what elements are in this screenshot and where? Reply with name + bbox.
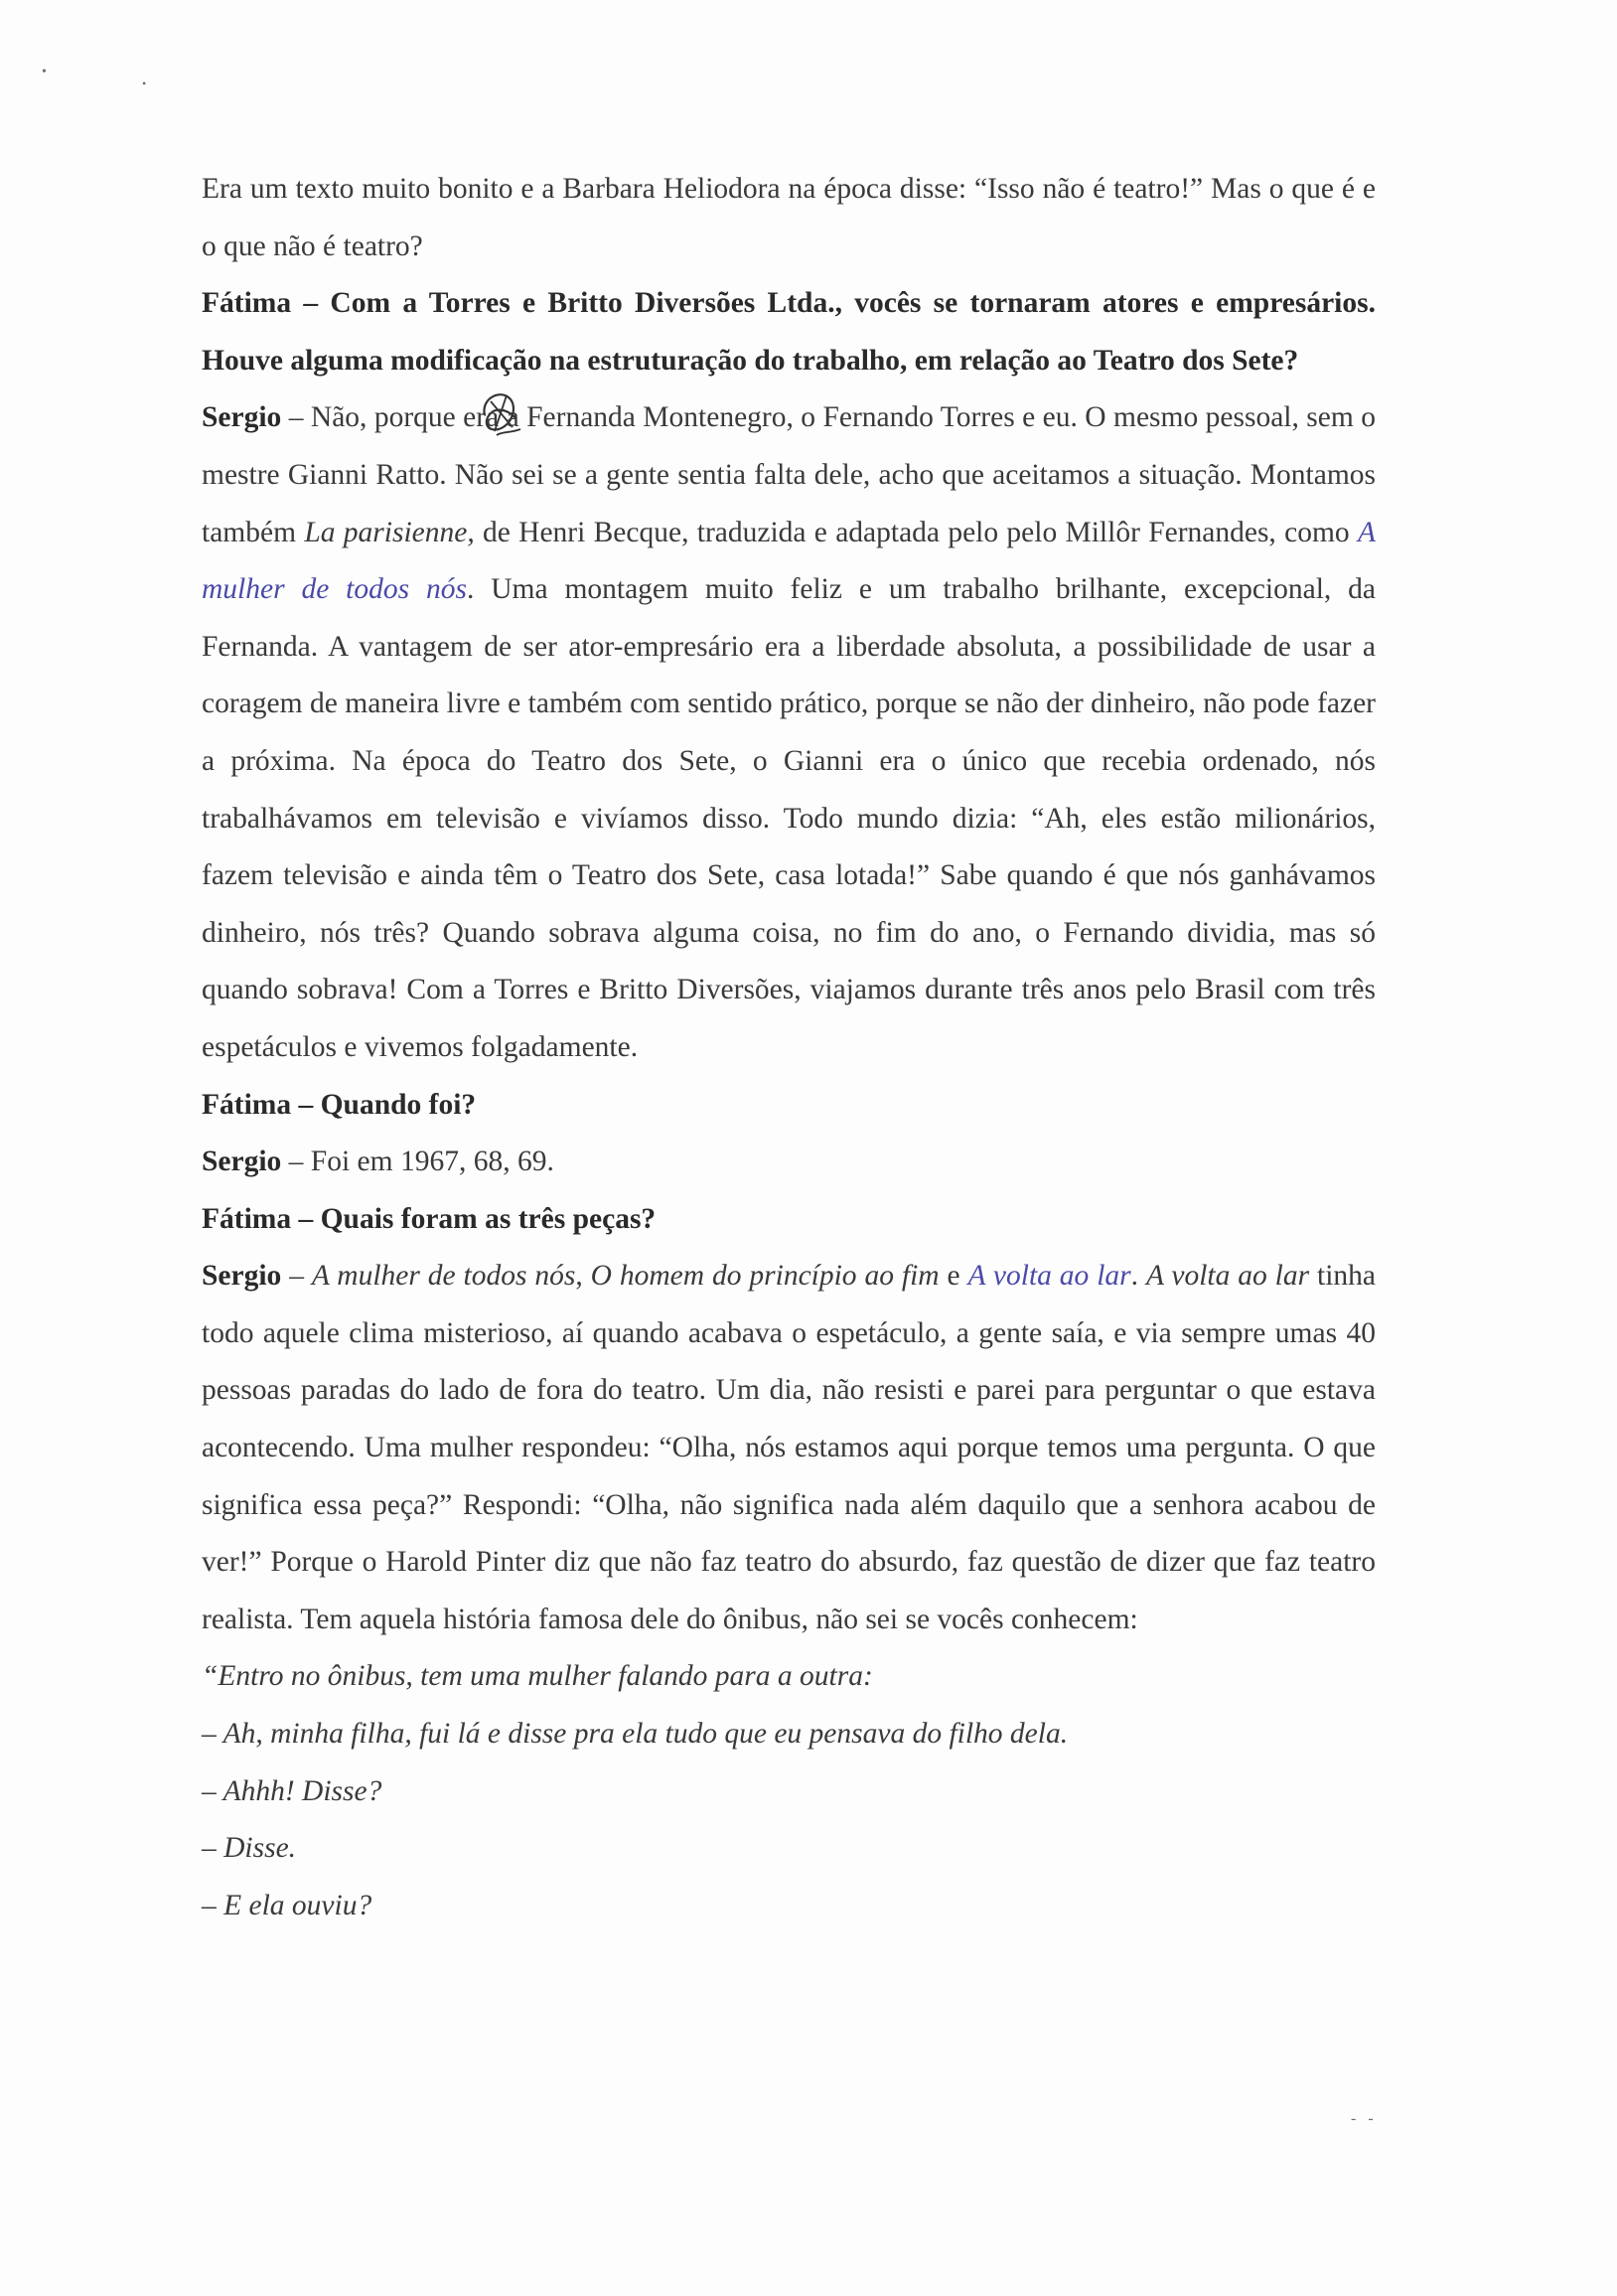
anecdote-quote-line: – Ahhh! Disse?	[202, 1774, 382, 1807]
answer-text: ,	[575, 1260, 591, 1293]
anecdote-quote-line: – Ah, minha filha, fui lá e disse pra ela tudo que eu pensava do filho dela.	[202, 1718, 1069, 1751]
page-number-mark: - -	[1351, 2110, 1378, 2127]
interview-transcript	[202, 161, 1376, 1934]
answer-text: e	[939, 1260, 968, 1293]
play-title: A volta ao lar	[967, 1260, 1131, 1293]
question-fatima-2: Fátima – Quando foi?	[202, 1088, 477, 1121]
answer-text: . Uma montagem muito feliz e um trabalho brilhante, excepcional, da Fernanda. A vantagem de ser ator-empresário era a liberdade absoluta, a possibilidade de usar a coragem de maneira livre e também com sentido prático, porque se não der dinheiro, não pode fazer a próxima. Na época do Teatro dos Sete, o Gianni era o único que recebia ordenado, nós trabalhávamos em televisão e vivíamos disso. Todo mundo dizia: “Ah, eles estão milionários, fazem televisão e ainda têm o Teatro dos Sete, casa lotada!” Sabe quando é que nós ganhávamos dinheiro, nós três? Quando sobrava alguma coisa, no fim do ano, o Fernando dividia, mas só quando sobrava! Com a Torres e Britto Diversões, viajamos durante três anos pelo Brasil com três espetáculos e vivemos folgadamente.	[202, 573, 1376, 1063]
scan-speck: •	[42, 65, 47, 79]
anecdote-quote-line: – Disse.	[202, 1832, 297, 1865]
play-title: A mulher de todos nós	[311, 1260, 576, 1293]
anecdote-quote-line: – E ela ouviu?	[202, 1889, 372, 1921]
answer-sergio-2	[202, 1134, 1376, 1191]
speaker-label: Sergio	[202, 1260, 282, 1293]
play-title: A volta ao lar	[1145, 1260, 1310, 1293]
paragraph-intro: Era um texto muito bonito e a Barbara Heliodora na época disse: “Isso não é teatro!” Mas o que é e o que não é teatro?	[202, 173, 1376, 262]
answer-text: – Não, porque era a Fernanda Montenegro, o Fernando Torres e eu. O mesmo pessoal, sem o mestre Gianni Ratto. Não sei se a gente sentia falta dele, acho que aceitamos a situação. Montamos também	[202, 401, 1376, 548]
question-fatima-1: Fátima – Com a Torres e Britto Diversões Ltda., vocês se tornaram atores e empresários. Houve alguma modificação na estruturação do trabalho, em relação ao Teatro dos Sete?	[202, 287, 1376, 377]
anecdote-quote-line: “Entro no ônibus, tem uma mulher falando para a outra:	[202, 1660, 873, 1693]
answer-sergio-1	[202, 389, 1376, 1076]
play-title: La parisienne,	[304, 516, 475, 548]
scan-speck: •	[142, 77, 147, 90]
answer-sergio-3	[202, 1248, 1376, 1648]
question-fatima-3: Fátima – Quais foram as três peças?	[202, 1202, 657, 1235]
answer-text: tinha todo aquele clima misterioso, aí quando acabava o espetáculo, a gente saía, e via sempre umas 40 pessoas paradas do lado de fora do teatro. Um dia, não resisti e parei para perguntar o que estava acontecendo. Uma mulher respondeu: “Olha, nós estamos aqui porque temos uma pergunta. O que significa essa peça?” Respondi: “Olha, não significa nada além daquilo que a senhora acabou de ver!” Porque o Harold Pinter diz que não faz teatro do absurdo, faz questão de dizer que faz teatro realista. Tem aquela história famosa dele do ônibus, não sei se vocês conhecem:	[202, 1260, 1377, 1635]
answer-text: .	[1130, 1260, 1146, 1293]
answer-text: de Henri Becque, traduzida e adaptada pelo pelo Millôr Fernandes, como	[474, 516, 1358, 548]
speaker-label: Sergio	[202, 401, 282, 434]
speaker-label: Sergio	[202, 1146, 282, 1178]
answer-text: – Foi em 1967, 68, 69.	[281, 1146, 554, 1178]
play-title: A mulher de todos nós	[202, 516, 1376, 606]
play-title: O homem do princípio ao fim	[590, 1260, 940, 1293]
answer-text: –	[281, 1260, 312, 1293]
